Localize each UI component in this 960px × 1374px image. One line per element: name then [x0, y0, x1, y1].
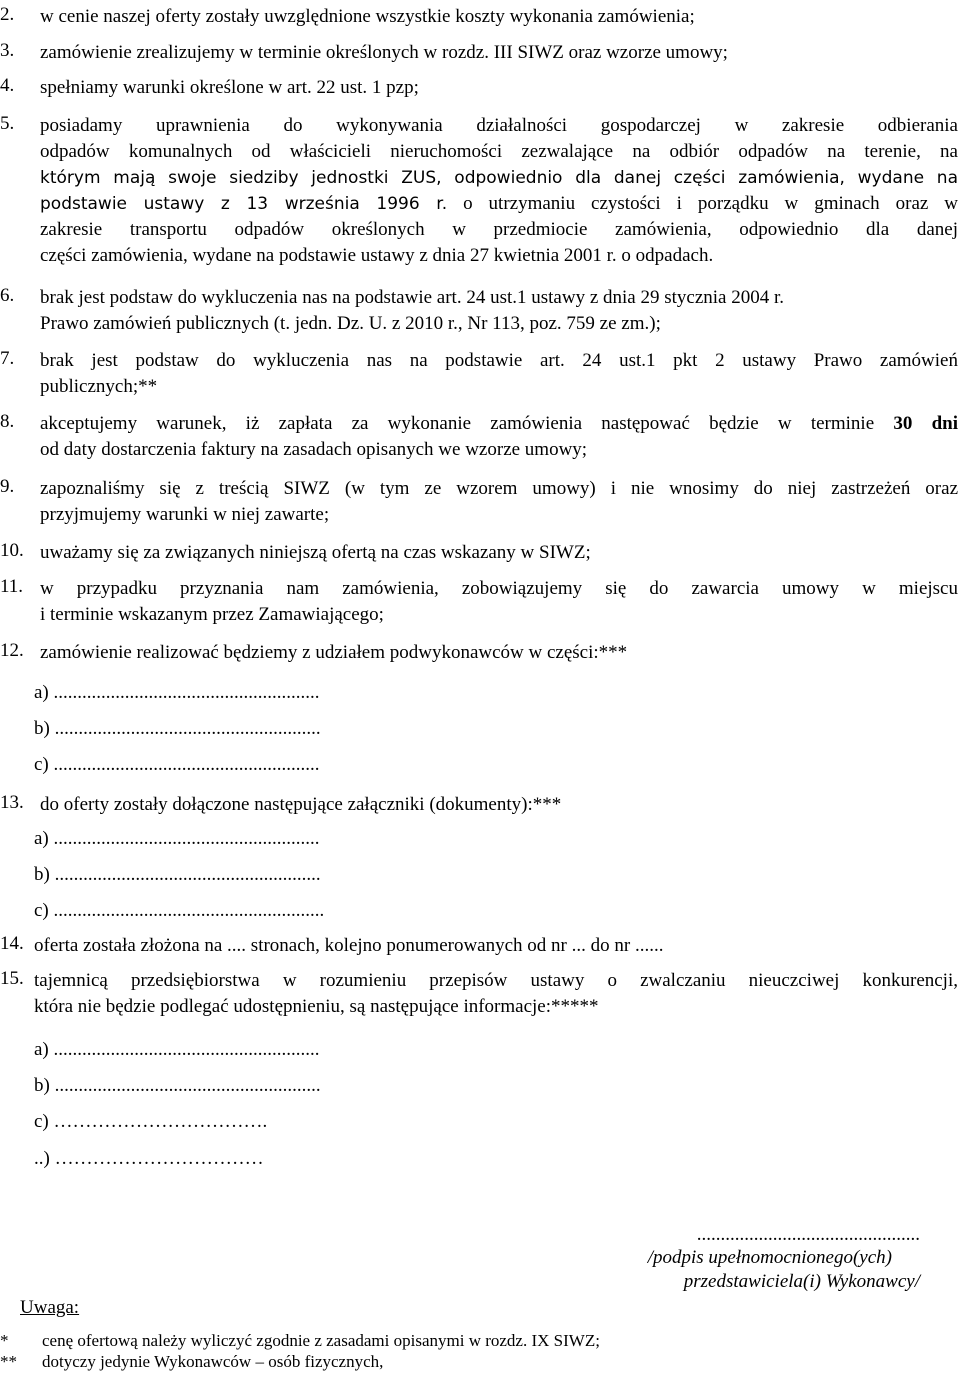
blank-line-d: ..) …………………………… [34, 1148, 264, 1169]
item-text-line: odpadów komunalnych od właścicieli nieruchomości zezwalające na odbiór odpadów na terenie, na [40, 141, 958, 162]
blank-line-c: c) ……………………………. [34, 1111, 268, 1132]
item-text-line: Prawo zamówień publicznych (t. jedn. Dz. U. z 2010 r., Nr 113, poz. 759 ze zm.); [40, 313, 661, 334]
item-number: 8. [0, 411, 15, 432]
item-text-line: w przypadku przyznania nam zamówienia, zobowiązujemy się do zawarcia umowy w miejscu [40, 578, 958, 599]
footnote-text: cenę ofertową należy wyliczyć zgodnie z zasadami opisanymi w rozdz. IX SIWZ; [42, 1331, 600, 1350]
item-number: 2. [0, 4, 15, 25]
blank-line-c: c) ........................................................ [34, 754, 320, 775]
footnote-mark: ** [0, 1352, 17, 1371]
item-text-line: posiadamy uprawnienia do wykonywania działalności gospodarczej w zakresie odbierania [40, 115, 958, 136]
blank-line-b: b) ........................................................ [34, 1075, 321, 1096]
blank-line-a: a) ........................................................ [34, 828, 320, 849]
item-text-line: zakresie transportu odpadów określonych w przedmiocie zamówienia, odpowiednio dla danej [40, 219, 958, 240]
item-text: w cenie naszej oferty zostały uwzględnione wszystkie koszty wykonania zamówienia; [40, 6, 695, 27]
footnote-text: dotyczy jedynie Wykonawców – osób fizycznych, [42, 1352, 384, 1371]
item-number: 10. [0, 540, 24, 561]
signature-caption-line1: /podpis upełnomocnionego(ych) [647, 1247, 892, 1268]
item-text-line: części zamówienia, wydane na podstawie ustawy z dnia 27 kwietnia 2001 r. o odpadach. [40, 245, 714, 266]
item-number: 12. [0, 640, 24, 661]
blank-line-b: b) ........................................................ [34, 718, 321, 739]
signature-caption-line2: przedstawiciela(i) Wykonawcy/ [683, 1271, 920, 1292]
footnote-mark: * [0, 1331, 9, 1350]
item-text-line: i terminie wskazanym przez Zamawiającego; [40, 604, 384, 625]
item-number: 13. [0, 792, 24, 813]
item-number: 5. [0, 113, 15, 134]
item-text: uważamy się za związanych niniejszą ofertą na czas wskazany w SIWZ; [40, 542, 591, 563]
item-text-serif: o utrzymaniu czystości i porządku w gminach oraz w [463, 193, 959, 214]
item-number: 7. [0, 348, 15, 369]
item-text: oferta została złożona na .... stronach, kolejno ponumerowanych od nr ... do nr ...... [34, 935, 664, 956]
payment-days: 30 dni [893, 413, 958, 434]
item-text: zamówienie zrealizujemy w terminie określonych w rozdz. III SIWZ oraz wzorze umowy; [40, 42, 728, 63]
notes-title: Uwaga: [20, 1297, 80, 1318]
blank-line-b: b) ........................................................ [34, 864, 321, 885]
item-text-line: przyjmujemy warunki w niej zawarte; [40, 504, 330, 525]
item-text: akceptujemy warunek, iż zapłata za wykonanie zamówienia następować będzie w terminie [40, 413, 875, 434]
signature-dots: ............................................... [696, 1224, 920, 1245]
item-text-line: od daty dostarczenia faktury na zasadach opisanych we wzorze umowy; [40, 439, 588, 460]
item-number: 6. [0, 285, 15, 306]
item-number: 14. [0, 933, 24, 954]
item-text-line [40, 191, 958, 217]
item-text-line: którym mają swoje siedziby jednostki ZUS, odpowiednio dla danej części zamówienia, wydane na [40, 168, 958, 188]
item-number: 11. [0, 576, 24, 597]
item-text-line: publicznych;** [40, 376, 158, 397]
item-text-sans: podstawie ustawy z 13 września 1996 r. [40, 194, 448, 214]
item-text: zamówienie realizować będziemy z udziałem podwykonawców w części:*** [40, 642, 628, 663]
item-number: 9. [0, 476, 15, 497]
blank-line-a: a) ........................................................ [34, 682, 320, 703]
item-number: 15. [0, 968, 24, 989]
item-text-line: brak jest podstaw do wykluczenia nas na podstawie art. 24 ust.1 pkt 2 ustawy Prawo zamówień [40, 350, 958, 371]
blank-line-a: a) ........................................................ [34, 1039, 320, 1060]
item-text-line [40, 411, 958, 437]
item-text: do oferty zostały dołączone następujące załączniki (dokumenty):*** [40, 794, 562, 815]
item-text-line: która nie będzie podlegać udostępnieniu, są następujące informacje:***** [34, 996, 599, 1017]
blank-line-c: c) ......................................................... [34, 900, 325, 921]
item-text-line: tajemnicą przedsiębiorstwa w rozumieniu przepisów ustawy o zwalczaniu nieuczciwej konkurencji, [34, 970, 958, 991]
item-text-line: brak jest podstaw do wykluczenia nas na podstawie art. 24 ust.1 ustawy z dnia 29 stycznia 2004 r. [40, 287, 784, 308]
item-number: 4. [0, 75, 15, 96]
item-text-line: zapoznaliśmy się z treścią SIWZ (w tym ze wzorem umowy) i nie wnosimy do niej zastrzeżeń oraz [40, 478, 958, 499]
item-text: spełniamy warunki określone w art. 22 ust. 1 pzp; [40, 77, 419, 98]
item-number: 3. [0, 40, 15, 61]
